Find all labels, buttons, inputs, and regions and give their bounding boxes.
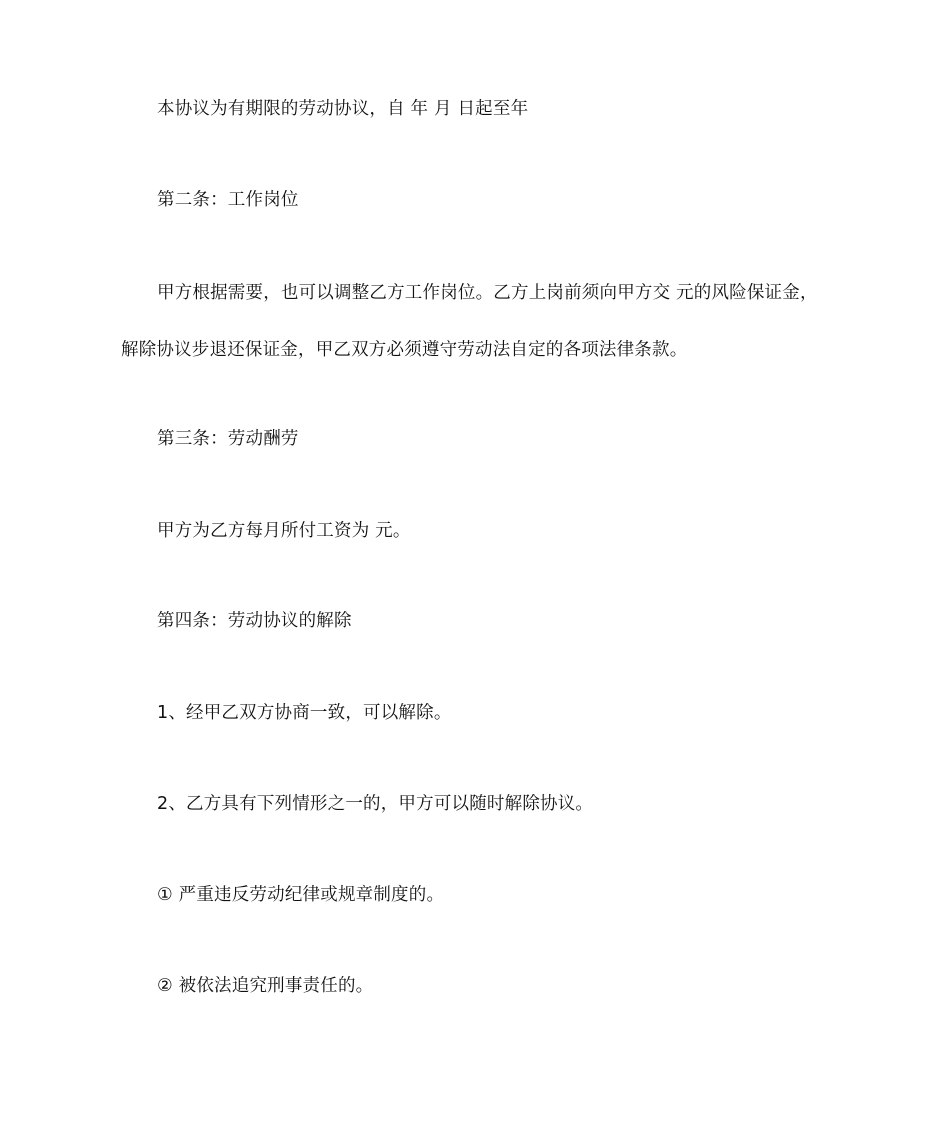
list-item-1: 1、经甲乙双方协商一致，可以解除。 [157, 703, 452, 723]
list-item-2: 2、乙方具有下列情形之一的，甲方可以随时解除协议。 [157, 794, 594, 814]
sub-item-2: ② 被依法追究刑事责任的。 [157, 976, 374, 996]
paragraph-position-adjustment-cont: 解除协议步退还保证金，甲乙双方必须遵守劳动法自定的各项法律条款。 [121, 340, 688, 360]
heading-article-4: 第四条：劳动协议的解除 [157, 611, 352, 631]
heading-article-3: 第三条：劳动酬劳 [157, 429, 299, 449]
sub-item-1: ① 严重违反劳动纪律或规章制度的。 [157, 885, 445, 905]
paragraph-position-adjustment: 甲方根据需要，也可以调整乙方工作岗位。乙方上岗前须向甲方交 元的风险保证金， [157, 283, 818, 303]
paragraph-agreement-term: 本协议为有期限的劳动协议，自 年 月 日起至年 [157, 99, 529, 119]
paragraph-salary: 甲方为乙方每月所付工资为 元。 [157, 521, 411, 541]
heading-article-2: 第二条：工作岗位 [157, 190, 299, 210]
